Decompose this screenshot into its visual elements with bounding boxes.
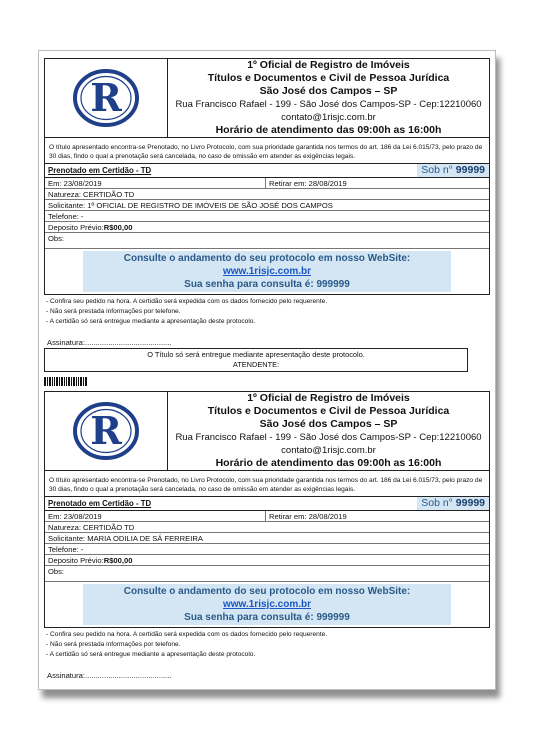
office-address: Rua Francisco Rafael - 199 - São José dos Campos-SP - Cep:12210060 (175, 99, 482, 110)
protocol-form (44, 164, 490, 295)
list-item: - Não será prestada informações por telefone. (46, 641, 181, 648)
office-hours: Horário de atendimento das 09:00h as 16:00h (215, 457, 442, 469)
list-item: - Não será prestada informações por telefone. (46, 308, 181, 315)
telefone-row: Telefone: - (45, 544, 489, 555)
website-link[interactable]: www.1risjc.com.br (223, 599, 311, 610)
solicitante-row: Solicitante: MARIA ODILIA DE SÁ FERREIRA (45, 533, 489, 544)
prenotation-notice: O título apresentado encontra-se Prenotado, no Livro Protocolo, com sua prioridade garantida nos termos do art. 186 da Lei 6.015/73, pelo prazo de 30 dias, findo o qual a prenotação será cancelada, no caso de omissão em atender as exigências legais. (44, 471, 490, 497)
date-retirar: Retirar em: 28/08/2019 (269, 178, 347, 188)
signature-line: Assinatura:......................................... (47, 338, 172, 347)
prenotation-notice: O título apresentado encontra-se Prenotado, no Livro Protocolo, com sua prioridade garantida nos termos do art. 186 da Lei 6.015/73, pelo prazo de 30 dias, findo o qual a prenotação será cancelada, no caso de omissão em atender as exigências legais. (44, 138, 490, 164)
dates-row (45, 178, 489, 189)
instructions-list (44, 628, 490, 662)
barcode-icon (44, 377, 490, 386)
telefone-row: Telefone: - (45, 211, 489, 222)
logo-cell (45, 59, 168, 137)
document-page (38, 50, 496, 690)
list-item: - Confira seu pedido na hora. A certidão será expedida com os dados fornecido pelo requerente. (46, 298, 328, 305)
list-item: - Confira seu pedido na hora. A certidão será expedida com os dados fornecido pelo requerente. (46, 631, 328, 638)
date-retirar: Retirar em: 28/08/2019 (269, 511, 347, 521)
list-item: - A certidão só será entregue mediante a apresentação deste protocolo. (46, 318, 256, 325)
header-text (168, 392, 489, 470)
date-em: Em: 23/08/2019 (45, 178, 266, 189)
registry-logo-icon (71, 67, 141, 129)
obs-row: Obs: (45, 566, 489, 582)
receipt-2 (44, 391, 490, 680)
date-em: Em: 23/08/2019 (45, 511, 266, 522)
receipt-1 (44, 58, 490, 386)
natureza-row: Natureza: CERTIDÃO TD (45, 522, 489, 533)
password-line: Sua senha para consulta é: 999999 (184, 612, 350, 623)
logo-cell (45, 392, 168, 470)
receipt-header (44, 58, 490, 138)
office-city: São José dos Campos – SP (259, 418, 398, 430)
protocol-number: Sob n° 99999 (417, 497, 489, 510)
registry-logo-icon (71, 400, 141, 462)
dates-row (45, 511, 489, 522)
deposito-row: Deposito Prévio: R$00,00 (45, 222, 489, 233)
instructions-list (44, 295, 490, 329)
natureza-row: Natureza: CERTIDÃO TD (45, 189, 489, 200)
receipt-header (44, 391, 490, 471)
form-title: Prenotado em Certidão - TD (48, 166, 152, 175)
office-subtitle: Títulos e Documentos e Civil de Pessoa Jurídica (207, 72, 450, 84)
solicitante-row: Solicitante: 1º OFICIAL DE REGISTRO DE IMÓVEIS DE SÃO JOSÉ DOS CAMPOS (45, 200, 489, 211)
header-text (168, 59, 489, 137)
signature-line: Assinatura:......................................... (47, 671, 172, 680)
consult-banner: Consulte o andamento do seu protocolo em nosso WebSite: www.1risjc.com.br Sua senha para consulta é: 999999 (83, 251, 451, 292)
office-name: 1º Oficial de Registro de Imóveis (247, 392, 410, 404)
office-address: Rua Francisco Rafael - 199 - São José dos Campos-SP - Cep:12210060 (175, 432, 482, 443)
svg-text:R: R (90, 75, 122, 120)
office-email: contato@1risjc.com.br (281, 112, 376, 123)
obs-row: Obs: (45, 233, 489, 249)
list-item: - A certidão só será entregue mediante a apresentação deste protocolo. (46, 651, 256, 658)
office-city: São José dos Campos – SP (259, 85, 398, 97)
office-subtitle: Títulos e Documentos e Civil de Pessoa Jurídica (207, 405, 450, 417)
password-line: Sua senha para consulta é: 999999 (184, 279, 350, 290)
consult-banner: Consulte o andamento do seu protocolo em nosso WebSite: www.1risjc.com.br Sua senha para consulta é: 999999 (83, 584, 451, 625)
final-box: O Título só será entregue mediante apresentação deste protocolo. ATENDENTE: (44, 348, 468, 372)
protocol-number: Sob n° 99999 (417, 164, 489, 177)
svg-text:R: R (90, 408, 122, 453)
office-name: 1º Oficial de Registro de Imóveis (247, 59, 410, 71)
protocol-form (44, 497, 490, 628)
website-link[interactable]: www.1risjc.com.br (223, 266, 311, 277)
form-title: Prenotado em Certidão - TD (48, 499, 152, 508)
form-title-row (45, 164, 489, 178)
form-title-row (45, 497, 489, 511)
deposito-row: Deposito Prévio: R$00,00 (45, 555, 489, 566)
office-hours: Horário de atendimento das 09:00h as 16:00h (215, 124, 442, 136)
office-email: contato@1risjc.com.br (281, 445, 376, 456)
